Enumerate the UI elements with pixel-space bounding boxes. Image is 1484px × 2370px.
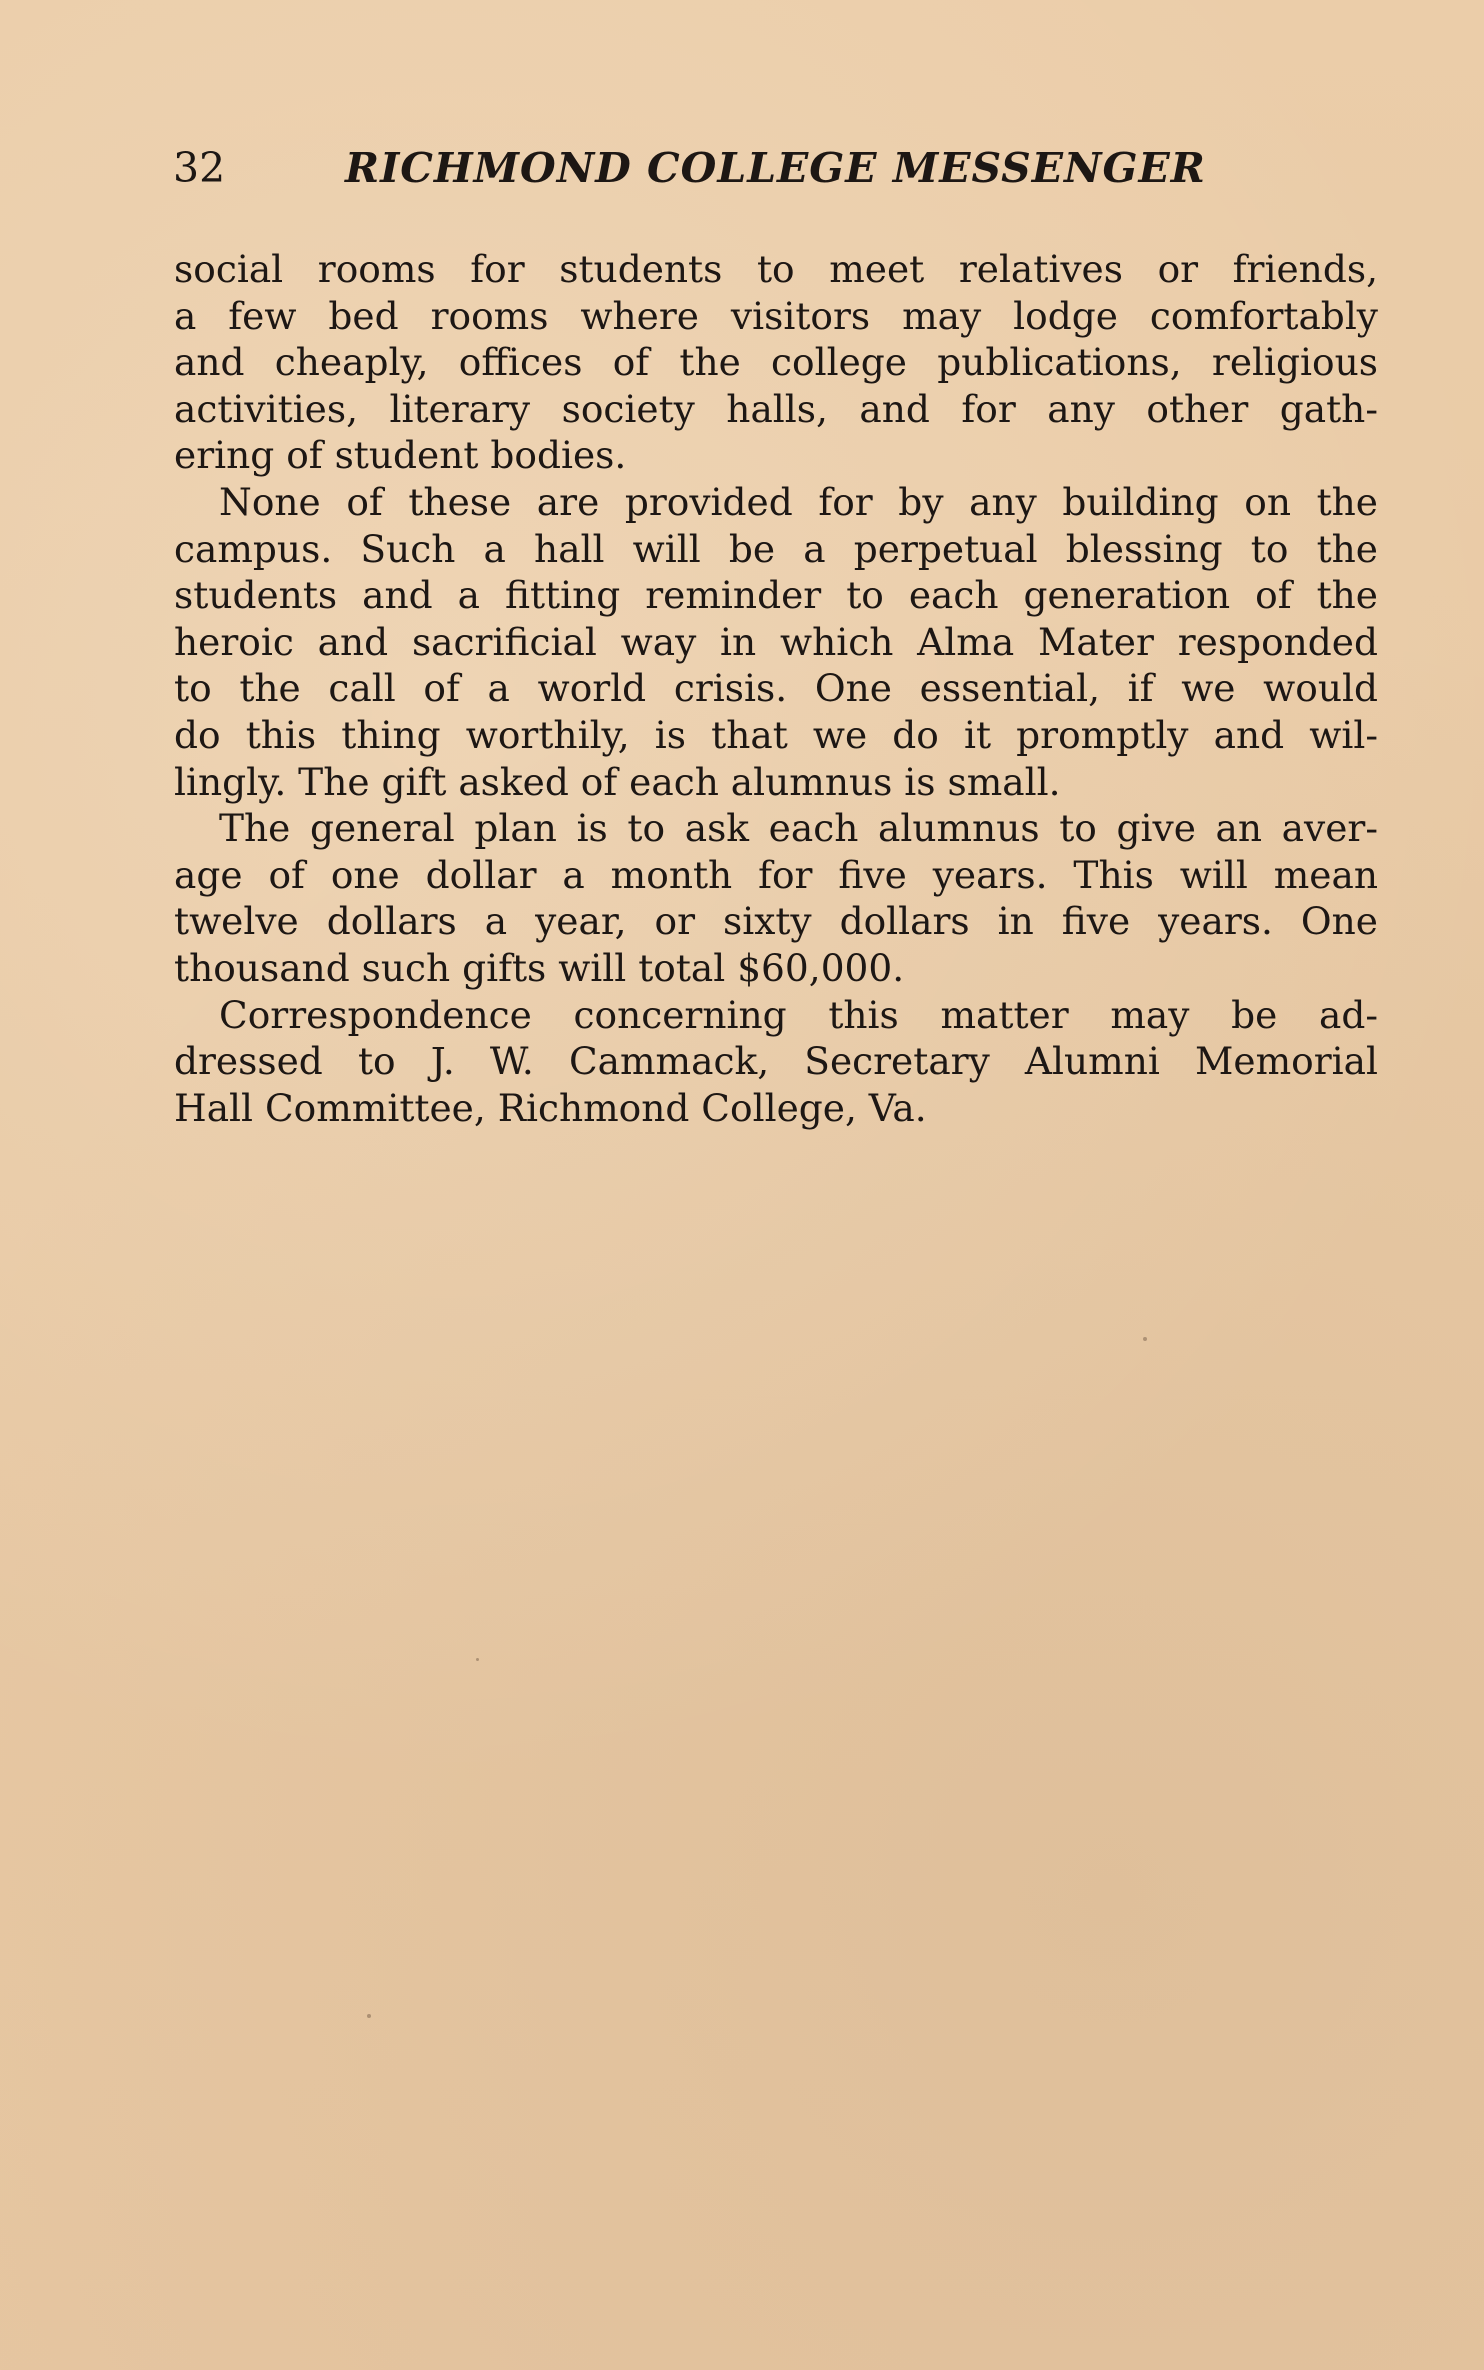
paragraph-2 (174, 479, 1378, 805)
text-line: thousand such gifts will total $60,000. (174, 945, 905, 990)
page-number: 32 (173, 144, 226, 192)
body-text (174, 246, 1378, 1131)
text-line: The general plan is to ask each alumnus to give an aver- (219, 806, 1378, 851)
running-head: RICHMOND COLLEGE MESSENGER (345, 144, 1206, 192)
text-line: to the call of a world crisis. One essential, if we would (174, 666, 1378, 711)
text-line: ering of student bodies. (174, 433, 627, 478)
text-line: None of these are provided for by any building on the (219, 479, 1378, 524)
paragraph-1 (174, 246, 1378, 479)
paragraph-4 (174, 992, 1378, 1132)
text-line: activities, literary society halls, and for any other gath- (174, 386, 1378, 431)
text-line: campus. Such a hall will be a perpetual blessing to the (174, 526, 1378, 571)
text-line: dressed to J. W. Cammack, Secretary Alumni Memorial (174, 1039, 1378, 1084)
paper-speck (367, 2014, 371, 2018)
text-line: a few bed rooms where visitors may lodge comfortably (174, 293, 1378, 338)
paper-speck (1143, 1337, 1147, 1341)
text-line: and cheaply, offices of the college publications, religious (174, 340, 1378, 385)
text-line: Correspondence concerning this matter may be ad- (219, 992, 1378, 1037)
text-line: students and a fitting reminder to each generation of the (174, 573, 1378, 618)
text-line: social rooms for students to meet relatives or friends, (174, 247, 1378, 291)
text-line: heroic and sacrificial way in which Alma Mater responded (174, 619, 1378, 664)
text-line: do this thing worthily, is that we do it promptly and wil- (174, 712, 1378, 757)
text-line: twelve dollars a year, or sixty dollars in five years. One (174, 899, 1378, 944)
paragraph-3 (174, 805, 1378, 991)
text-line: Hall Committee, Richmond College, Va. (174, 1085, 927, 1130)
page-header (173, 138, 1223, 198)
text-line: lingly. The gift asked of each alumnus is small. (174, 759, 1061, 804)
text-line: age of one dollar a month for five years. This will mean (174, 852, 1378, 897)
paper-speck (476, 1658, 479, 1661)
